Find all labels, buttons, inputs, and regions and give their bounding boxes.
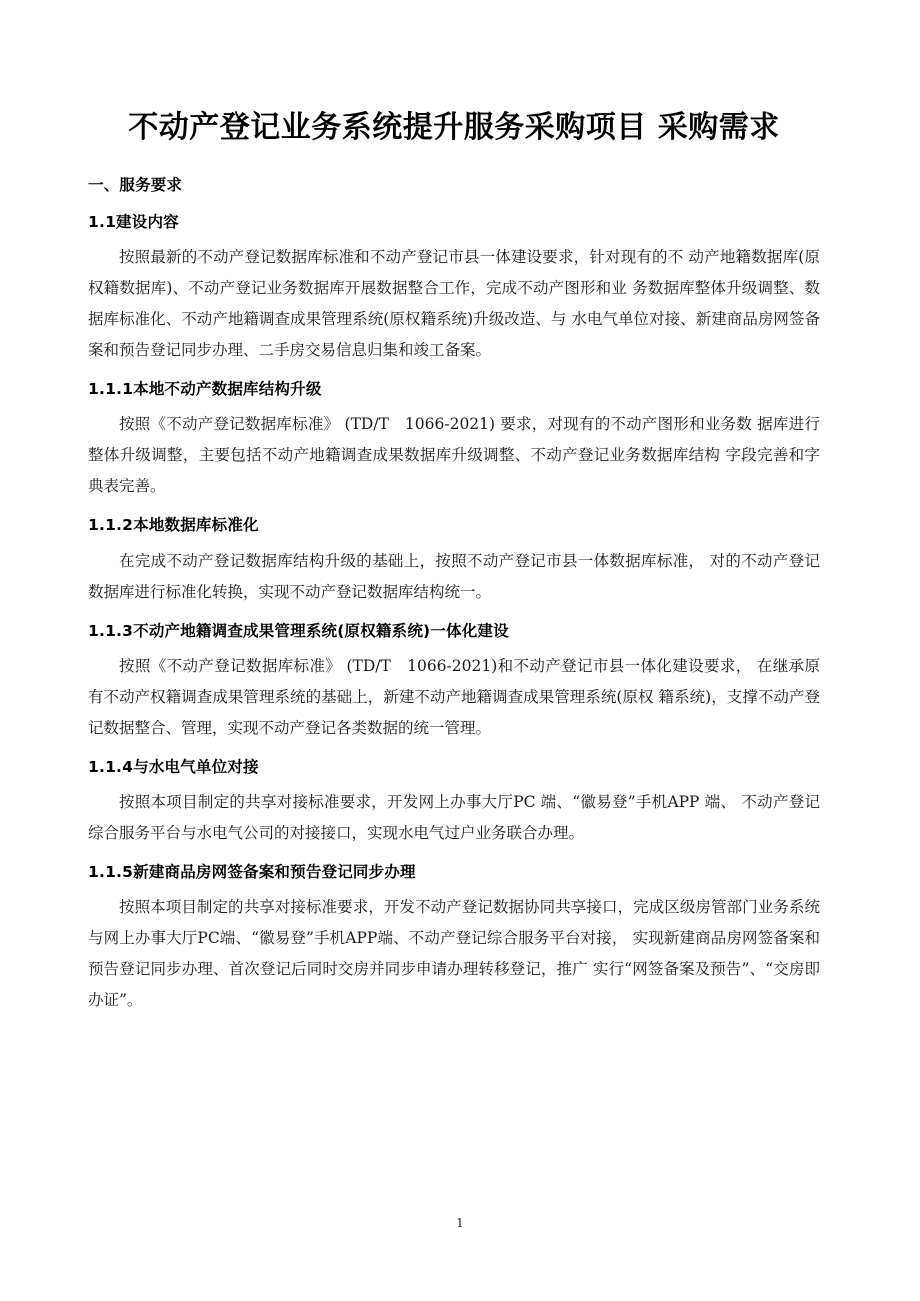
paragraph-new-housing-online-filing: 按照本项目制定的共享对接标准要求，开发不动产登记数据协同共享接口，完成区级房管部门业务系统与网上办事大厅PC端、“徽易登”手机APP端、不动产登记综合服务平台对接， 实现新建商品房网签备案和预告登记同步办理、首次登记后同时交房并同步申请办理转移登记，推广 实行“网签备案及预告”、“交房即办证”。 <box>88 898 820 1010</box>
document-body <box>88 108 820 1024</box>
section-heading-construction-content: 1.1建设内容 <box>88 212 179 231</box>
section-heading-cadastral-survey-system-integration: 1.1.3不动产地籍调查成果管理系统(原权籍系统)一体化建设 <box>88 621 509 640</box>
section-heading-local-db-structure-upgrade: 1.1.1本地不动产数据库结构升级 <box>88 380 322 399</box>
section-heading-local-db-standardization: 1.1.2本地数据库标准化 <box>88 516 259 535</box>
paragraph-utility-units-integration: 按照本项目制定的共享对接标准要求，开发网上办事大厅PC 端、“徽易登”手机APP 端、 不动产登记综合服务平台与水电气公司的对接接口，实现水电气过户业务联合办理。 <box>88 793 820 843</box>
paragraph-local-db-structure-upgrade: 按照《不动产登记数据库标准》 (TD/T 1066-2021) 要求，对现有的不动产图形和业务数 据库进行整体升级调整，主要包括不动产地籍调查成果数据库升级调整、不动产登记业务数据库结构 字段完善和字典表完善。 <box>88 415 820 496</box>
paragraph-cadastral-survey-system-integration: 按照《不动产登记数据库标准》 (TD/T 1066-2021)和不动产登记市县一体化建设要求， 在继承原有不动产权籍调查成果管理系统的基础上，新建不动产地籍调查成果管理系统(原权 籍系统)，支撑不动产登记数据整合、管理，实现不动产登记各类数据的统一管理。 <box>88 656 820 737</box>
paragraph-construction-content: 按照最新的不动产登记数据库标准和不动产登记市县一体建设要求，针对现有的不 动产地籍数据库(原权籍数据库)、不动产登记业务数据库开展数据整合工作，完成不动产图形和业 务数据库整体升级调整、数据库标准化、不动产地籍调查成果管理系统(原权籍系统)升级改造、与 水电气单位对接、新建商品房网签备案和预告登记同步办理、二手房交易信息归集和竣工备案。 <box>88 248 820 360</box>
section-heading-new-housing-online-filing: 1.1.5新建商品房网签备案和预告登记同步办理 <box>88 863 416 882</box>
paragraph-local-db-standardization: 在完成不动产登记数据库结构升级的基础上，按照不动产登记市县一体数据库标准， 对的不动产登记数据库进行标准化转换，实现不动产登记数据库结构统一。 <box>88 551 820 601</box>
section-heading-service-requirements: 一、服务要求 <box>88 175 183 194</box>
page-title: 不动产登记业务系统提升服务采购项目 采购需求 <box>128 110 780 145</box>
section-heading-utility-units-integration: 1.1.4与水电气单位对接 <box>88 757 259 776</box>
page-number-footer: 1 <box>456 1216 464 1230</box>
